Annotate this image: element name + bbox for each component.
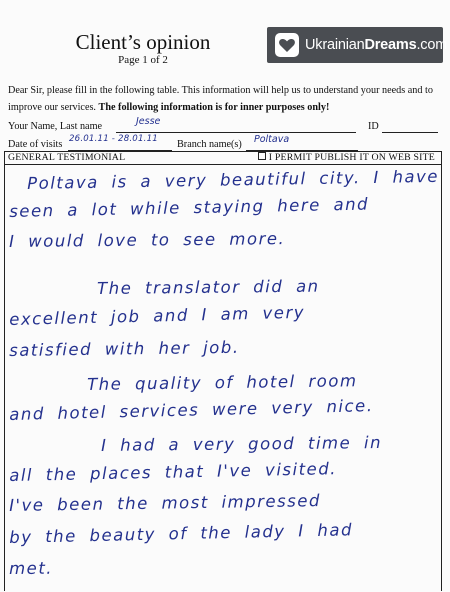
- date-value: 26.01.11 - 28.01.11: [69, 134, 158, 144]
- id-field[interactable]: [382, 120, 438, 133]
- handwritten-line: excellent job and I am very: [9, 302, 306, 329]
- handwritten-line: and hotel services were very nice.: [9, 396, 374, 424]
- handwritten-line: satisfied with her job.: [9, 337, 240, 360]
- intro-paragraph: [8, 82, 444, 116]
- intro-text: Dear Sir, please fill in the following table. This information will help us to understand your needs and to improve our services.: [8, 85, 433, 113]
- publish-checkbox[interactable]: [258, 152, 266, 160]
- page-indicator: Page 1 of 2: [118, 54, 168, 66]
- heart-icon: [275, 32, 299, 58]
- testimonial-header: [5, 152, 441, 165]
- testimonial-label: GENERAL TESTIMONIAL: [8, 152, 126, 163]
- id-label: ID: [368, 121, 379, 132]
- brand-logo: [267, 27, 448, 63]
- handwritten-line: I had a very good time in: [101, 433, 383, 455]
- brand-name: UkrainianDreams.com: [305, 37, 448, 53]
- handwritten-line: The translator did an: [97, 276, 320, 298]
- intro-notice: The following information is for inner purposes only!: [98, 102, 330, 113]
- handwritten-line: I would love to see more.: [9, 229, 286, 251]
- branch-value: Poltava: [254, 134, 290, 145]
- handwritten-line: by the beauty of the lady I had: [9, 520, 354, 547]
- handwritten-line: The quality of hotel room: [87, 371, 358, 394]
- date-field[interactable]: [68, 134, 172, 151]
- testimonial-box: [4, 151, 442, 591]
- handwritten-line: met.: [9, 558, 54, 578]
- date-label: Date of visits: [8, 139, 63, 150]
- publish-label: I PERMIT PUBLISH IT ON WEB SITE: [268, 152, 435, 163]
- handwritten-line: I've been the most impressed: [9, 491, 322, 515]
- handwritten-line: Poltava is a very beautiful city. I have: [27, 166, 440, 193]
- branch-label: Branch name(s): [177, 139, 242, 150]
- page-title: Client’s opinion: [75, 30, 211, 54]
- branch-field[interactable]: [246, 134, 358, 151]
- name-value: Jesse: [136, 116, 161, 127]
- handwritten-line: seen a lot while staying here and: [9, 194, 370, 221]
- handwritten-line: all the places that I've visited.: [9, 459, 338, 485]
- name-field[interactable]: [116, 116, 356, 133]
- name-label: Your Name, Last name: [8, 121, 103, 132]
- publish-permission: [258, 152, 435, 164]
